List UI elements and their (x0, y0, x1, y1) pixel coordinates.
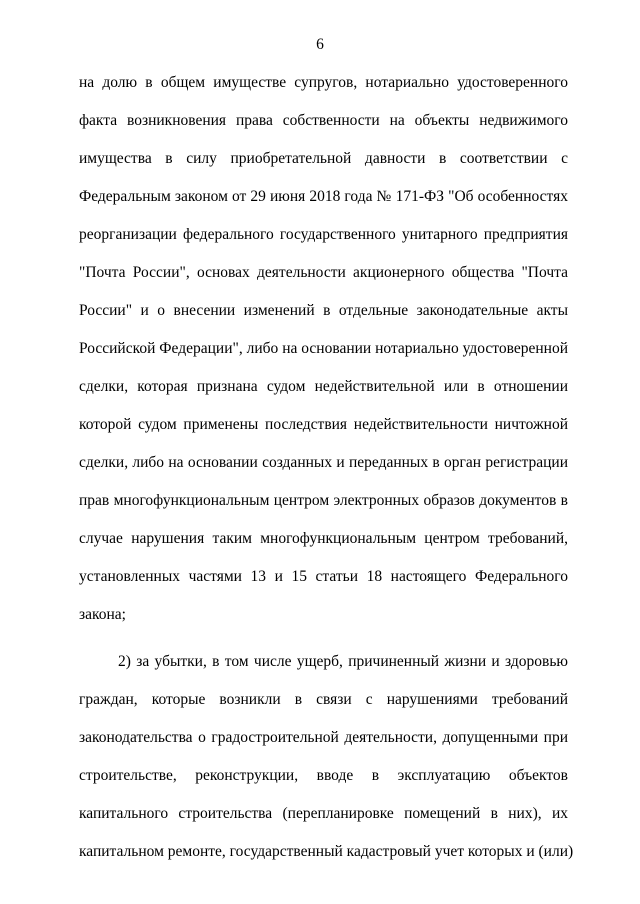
text-line: случае нарушения таким многофункциональным центром требований, (79, 530, 568, 547)
page-number: 6 (316, 36, 324, 53)
text-line: реорганизации федерального государственного унитарного предприятия (79, 226, 568, 243)
text-line: которой судом применены последствия недействительности ничтожной (79, 416, 568, 433)
text-line: строительстве, реконструкции, вводе в эксплуатацию объектов (79, 767, 568, 784)
text-line: Российской Федерации", либо на основании нотариально удостоверенной (79, 340, 568, 357)
text-line: 2) за убытки, в том числе ущерб, причиненный жизни и здоровью (118, 653, 568, 670)
text-line: имущества в силу приобретательной давности в соответствии с (79, 150, 568, 167)
text-line: граждан, которые возникли в связи с нарушениями требований (79, 691, 568, 708)
text-line: капитальном ремонте, государственный кадастровый учет которых и (или) (79, 843, 574, 860)
text-line: установленных частями 13 и 15 статьи 18 настоящего Федерального (79, 568, 568, 585)
text-line: России" и о внесении изменений в отдельные законодательные акты (79, 302, 568, 319)
text-line: "Почта России", основах деятельности акционерного общества "Почта (79, 264, 568, 281)
text-line: капитального строительства (перепланировке помещений в них), их (79, 805, 568, 822)
text-line: законодательства о градостроительной деятельности, допущенными при (79, 729, 568, 746)
text-line: сделки, либо на основании созданных и переданных в орган регистрации (79, 454, 568, 471)
text-line: на долю в общем имуществе супругов, нотариально удостоверенного (79, 74, 568, 91)
text-line: факта возникновения права собственности на объекты недвижимого (79, 112, 568, 129)
text-line: Федеральным законом от 29 июня 2018 года № 171-ФЗ "Об особенностях (79, 188, 568, 205)
text-line: закона; (79, 606, 126, 623)
text-line: сделки, которая признана судом недействительной или в отношении (79, 378, 568, 395)
text-line: прав многофункциональным центром электронных образов документов в (79, 492, 568, 509)
